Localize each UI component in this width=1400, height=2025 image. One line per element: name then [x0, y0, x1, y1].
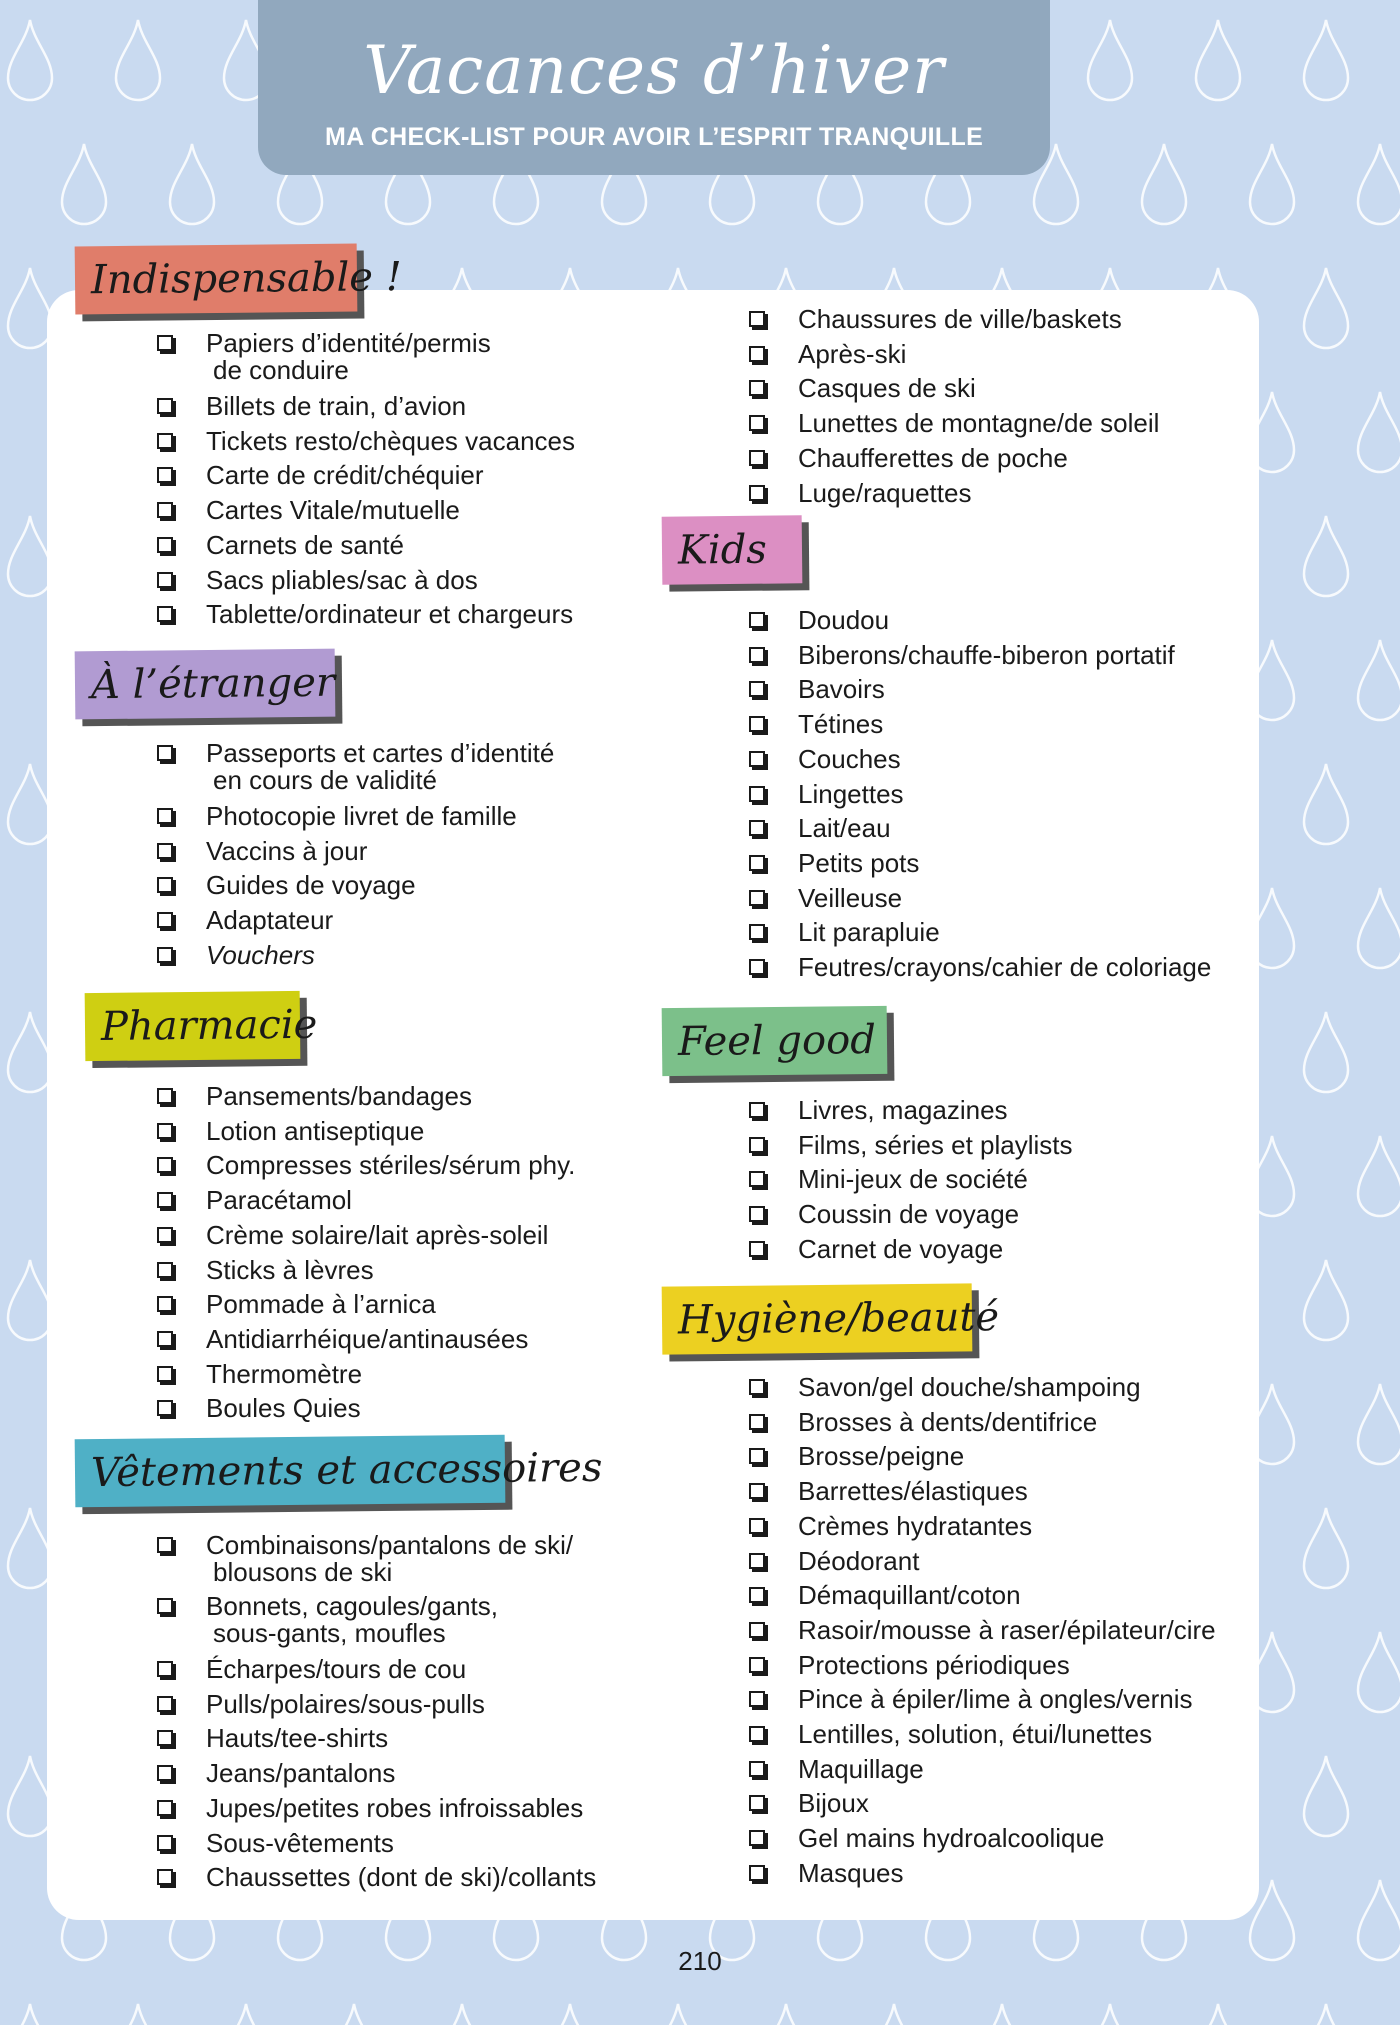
item-label: Veilleuse [798, 882, 903, 913]
check-item[interactable] [749, 1128, 1073, 1163]
raindrop-icon [8, 2004, 52, 2025]
item-label: Masques [798, 1857, 904, 1888]
item-label: Lingettes [798, 778, 904, 809]
item-label: Carnet de voyage [798, 1233, 1004, 1264]
checkbox-icon[interactable] [749, 1622, 765, 1638]
item-label: Maquillage [798, 1753, 924, 1784]
item-label: Mini-jeux de société [798, 1164, 1028, 1195]
item-label: Boules Quies [206, 1393, 361, 1424]
checkbox-icon[interactable] [749, 1379, 765, 1395]
check-item[interactable] [157, 424, 575, 459]
section-tag-vetements: Vêtements et accessoires [75, 1435, 506, 1507]
raindrop-icon [548, 2004, 592, 2025]
item-label: Chaufferettes de poche [798, 442, 1068, 473]
list-kids [749, 603, 1211, 985]
checkbox-icon[interactable] [749, 1206, 765, 1222]
item-label: Compresses stériles/sérum phy. [206, 1150, 576, 1181]
item-label: Tickets resto/chèques vacances [206, 425, 575, 456]
page-subtitle: MA CHECK-LIST POUR AVOIR L’ESPRIT TRANQUILLE [324, 123, 984, 151]
checkbox-icon[interactable] [749, 1865, 765, 1881]
checkbox-icon[interactable] [157, 606, 173, 622]
checkbox-icon[interactable] [157, 1835, 173, 1851]
raindrop-icon [1304, 1260, 1348, 1340]
item-label: Jupes/petites robes infroissables [206, 1792, 584, 1823]
checkbox-icon[interactable] [749, 346, 765, 362]
raindrop-icon [8, 1756, 52, 1836]
raindrop-icon [1196, 20, 1240, 100]
check-item[interactable] [157, 1148, 575, 1183]
item-label: Casques de ski [798, 373, 976, 404]
checkbox-icon[interactable] [157, 537, 173, 553]
check-item[interactable] [749, 406, 1159, 441]
check-item[interactable] [157, 1357, 575, 1392]
checkbox-icon[interactable] [749, 959, 765, 975]
check-item[interactable] [157, 1721, 596, 1756]
check-item[interactable] [157, 493, 575, 528]
item-label: Lunettes de montagne/de soleil [798, 408, 1160, 439]
raindrop-icon [440, 2004, 484, 2025]
check-item[interactable] [157, 563, 575, 598]
raindrop-icon [1304, 1756, 1348, 1836]
raindrop-icon [1358, 144, 1400, 224]
item-label: Gel mains hydroalcoolique [798, 1823, 1105, 1854]
check-item[interactable] [749, 1786, 1216, 1821]
item-label: Tétines [798, 709, 884, 740]
checkbox-icon[interactable] [749, 924, 765, 940]
check-item[interactable] [157, 1591, 596, 1652]
checkbox-icon[interactable] [749, 1795, 765, 1811]
check-item[interactable] [157, 1530, 596, 1591]
item-label: Pince à épiler/lime à ongles/vernis [798, 1684, 1193, 1715]
check-item[interactable] [749, 881, 1211, 916]
checkbox-icon[interactable] [157, 808, 173, 824]
item-label: Savon/gel douche/shampoing [798, 1372, 1141, 1402]
check-item[interactable] [749, 1856, 1216, 1891]
item-label: Lotion antiseptique [206, 1115, 425, 1146]
item-label: Vaccins à jour [206, 835, 368, 866]
check-item[interactable] [749, 1232, 1073, 1267]
item-label: Barrettes/élastiques [798, 1476, 1028, 1507]
item-label: Protections périodiques [798, 1649, 1070, 1680]
check-item[interactable] [157, 1791, 596, 1826]
check-item[interactable] [749, 707, 1211, 742]
item-label: Thermomètre [206, 1358, 363, 1389]
checkbox-icon[interactable] [749, 1726, 765, 1742]
page-number: 210 [678, 1946, 722, 1976]
raindrop-icon [656, 2004, 700, 2025]
checkbox-icon[interactable] [157, 1088, 173, 1104]
checkbox-icon[interactable] [157, 912, 173, 928]
check-item[interactable] [749, 1613, 1216, 1648]
item-label: Paracétamol [206, 1185, 352, 1216]
item-label: Démaquillant/coton [798, 1580, 1021, 1611]
checkbox-icon[interactable] [749, 1518, 765, 1534]
item-label: Guides de voyage [206, 870, 416, 901]
check-item[interactable] [157, 834, 554, 869]
page-title: Vacances d’hiver [363, 32, 945, 109]
raindrop-icon [116, 20, 160, 100]
checkbox-icon[interactable] [749, 890, 765, 906]
checkbox-icon[interactable] [157, 1331, 173, 1347]
raindrop-icon [332, 2004, 376, 2025]
item-label: Chaussures de ville/baskets [798, 304, 1122, 334]
list-hygiene [749, 1370, 1216, 1891]
checkbox-icon[interactable] [749, 1657, 765, 1673]
checkbox-icon[interactable] [749, 855, 765, 871]
item-label: Bavoirs [798, 674, 885, 705]
check-item[interactable] [157, 528, 575, 563]
checkbox-icon[interactable] [157, 877, 173, 893]
item-label: Écharpes/tours de cou [206, 1654, 467, 1684]
check-item[interactable] [157, 799, 554, 834]
checkbox-icon[interactable] [749, 612, 765, 628]
raindrop-icon [872, 2004, 916, 2025]
check-item[interactable] [749, 672, 1211, 707]
item-label: Crème solaire/lait après-soleil [206, 1219, 549, 1250]
checkbox-icon[interactable] [157, 1123, 173, 1139]
checkbox-icon[interactable] [157, 1192, 173, 1208]
section-tag-hygiene: Hygiène/beauté [662, 1283, 973, 1354]
item-label: sous-gants, moufles [213, 1618, 446, 1648]
item-label: Carte de crédit/chéquier [206, 460, 484, 491]
section-tag-pharmacie: Pharmacie [85, 991, 301, 1061]
checkbox-icon[interactable] [157, 1696, 173, 1712]
raindrop-icon [1358, 1136, 1400, 1216]
item-label: Carnets de santé [206, 529, 405, 560]
check-item[interactable] [157, 1114, 575, 1149]
checkbox-icon[interactable] [157, 572, 173, 588]
checkbox-icon[interactable] [157, 1800, 173, 1816]
checkbox-icon[interactable] [749, 311, 765, 327]
checkbox-icon[interactable] [749, 380, 765, 396]
checkbox-icon[interactable] [157, 1869, 173, 1885]
check-item[interactable] [749, 638, 1211, 673]
check-item[interactable] [749, 811, 1211, 846]
raindrop-icon [8, 1508, 52, 1588]
item-label: Tablette/ordinateur et chargeurs [206, 599, 574, 630]
checkbox-icon[interactable] [749, 1102, 765, 1118]
checkbox-icon[interactable] [749, 1587, 765, 1603]
check-item[interactable] [749, 846, 1211, 881]
check-item[interactable] [157, 1826, 596, 1861]
check-item[interactable] [749, 742, 1211, 777]
raindrop-icon [1088, 2004, 1132, 2025]
section-tag-etranger: À l’étranger [75, 649, 336, 720]
check-item[interactable] [749, 915, 1211, 950]
checkbox-icon[interactable] [157, 1400, 173, 1416]
raindrop-icon [1304, 20, 1348, 100]
item-label: Lit parapluie [798, 917, 940, 948]
item-label: Déodorant [798, 1545, 920, 1576]
check-item[interactable] [157, 1183, 575, 1218]
check-item[interactable] [749, 777, 1211, 812]
checkbox-icon[interactable] [157, 433, 173, 449]
check-item[interactable] [157, 1287, 575, 1322]
check-item[interactable] [749, 1648, 1216, 1683]
check-item[interactable] [749, 1509, 1216, 1544]
checkbox-icon[interactable] [157, 1537, 173, 1553]
checkbox-icon[interactable] [157, 745, 173, 761]
checkbox-icon[interactable] [749, 450, 765, 466]
item-label: Vouchers [206, 939, 315, 970]
check-item[interactable] [749, 603, 1211, 638]
checkbox-icon[interactable] [749, 751, 765, 767]
raindrop-icon [8, 764, 52, 844]
raindrop-icon [1304, 764, 1348, 844]
item-label: Biberons/chauffe-biberon portatif [798, 639, 1175, 670]
raindrop-icon [980, 2004, 1024, 2025]
check-item[interactable] [157, 903, 554, 938]
checkbox-icon[interactable] [157, 947, 173, 963]
item-label: Chaussettes (dont de ski)/collants [206, 1862, 597, 1893]
checkbox-icon[interactable] [157, 502, 173, 518]
item-label: Jeans/pantalons [206, 1758, 396, 1789]
check-item[interactable] [157, 1218, 575, 1253]
item-label: Crèmes hydratantes [798, 1510, 1033, 1541]
item-label: Lentilles, solution, étui/lunettes [798, 1719, 1153, 1750]
check-item[interactable] [157, 1652, 596, 1687]
checkbox-icon[interactable] [749, 485, 765, 501]
check-item[interactable] [157, 1322, 575, 1357]
item-label: Films, séries et playlists [798, 1129, 1073, 1160]
item-label: Couches [798, 743, 901, 774]
raindrop-icon [1304, 268, 1348, 348]
check-item[interactable] [749, 337, 1159, 372]
item-label: Lait/eau [798, 813, 891, 844]
check-item[interactable] [157, 1756, 596, 1791]
checkbox-icon[interactable] [157, 335, 173, 351]
checkbox-icon[interactable] [749, 681, 765, 697]
item-label: Coussin de voyage [798, 1199, 1020, 1230]
checkbox-icon[interactable] [749, 1414, 765, 1430]
list-indispensable [157, 328, 575, 632]
checkbox-icon[interactable] [157, 1730, 173, 1746]
checkbox-icon[interactable] [157, 1366, 173, 1382]
raindrop-icon [8, 1260, 52, 1340]
item-label: Feutres/crayons/cahier de coloriage [798, 952, 1212, 983]
check-item[interactable] [749, 371, 1159, 406]
item-label: Billets de train, d’avion [206, 391, 467, 421]
item-label: Bijoux [798, 1788, 869, 1819]
check-item[interactable] [157, 328, 575, 389]
raindrop-icon [1304, 1508, 1348, 1588]
item-label: Brosses à dents/dentifrice [798, 1406, 1098, 1437]
check-item[interactable] [749, 1439, 1216, 1474]
check-item[interactable] [749, 1578, 1216, 1613]
item-label: Rasoir/mousse à raser/épilateur/cire [798, 1614, 1216, 1645]
raindrop-icon [1142, 144, 1186, 224]
raindrop-icon [170, 144, 214, 224]
item-label: Brosse/peigne [798, 1441, 965, 1472]
check-item[interactable] [157, 597, 575, 632]
check-item[interactable] [157, 938, 554, 973]
check-item[interactable] [749, 1752, 1216, 1787]
raindrop-icon [1250, 144, 1294, 224]
check-item[interactable] [749, 1717, 1216, 1752]
check-item[interactable] [749, 1821, 1216, 1856]
raindrop-icon [8, 20, 52, 100]
item-label: Sacs pliables/sac à dos [206, 564, 478, 595]
checkbox-icon[interactable] [157, 843, 173, 859]
check-item[interactable] [157, 1391, 575, 1426]
item-label: Petits pots [798, 847, 920, 878]
check-item[interactable] [157, 1687, 596, 1722]
checkbox-icon[interactable] [157, 1296, 173, 1312]
check-item[interactable] [749, 441, 1159, 476]
check-item[interactable] [749, 476, 1159, 511]
check-item[interactable] [749, 1162, 1073, 1197]
item-label: Passeports et cartes d’identité [206, 738, 555, 768]
item-label: Sous-vêtements [206, 1827, 394, 1858]
check-item[interactable] [157, 868, 554, 903]
checkbox-icon[interactable] [749, 1241, 765, 1257]
raindrop-icon [1304, 1012, 1348, 1092]
list-equipement [749, 302, 1159, 510]
section-tag-kids: Kids [662, 515, 803, 584]
item-label: Antidiarrhéique/antinausées [206, 1323, 529, 1354]
item-label: Sticks à lèvres [206, 1254, 374, 1285]
list-feel-good [749, 1093, 1073, 1267]
checkbox-icon[interactable] [749, 647, 765, 663]
check-item[interactable] [749, 1197, 1073, 1232]
checkbox-icon[interactable] [749, 1448, 765, 1464]
section-tag-feel-good: Feel good [662, 1006, 888, 1076]
check-item[interactable] [157, 1253, 575, 1288]
item-label: Doudou [798, 605, 890, 635]
checkbox-icon[interactable] [749, 1137, 765, 1153]
raindrop-icon [1358, 1384, 1400, 1464]
check-item[interactable] [157, 1860, 596, 1895]
checkbox-icon[interactable] [749, 1691, 765, 1707]
item-label: Bonnets, cagoules/gants, [206, 1591, 498, 1621]
checkbox-icon[interactable] [749, 1553, 765, 1569]
checkbox-icon[interactable] [749, 820, 765, 836]
checkbox-icon[interactable] [157, 1661, 173, 1677]
raindrop-icon [1358, 888, 1400, 968]
checkbox-icon[interactable] [157, 1157, 173, 1173]
checkbox-icon[interactable] [157, 1227, 173, 1243]
item-label: Luge/raquettes [798, 477, 972, 508]
checkbox-icon[interactable] [749, 716, 765, 732]
raindrop-icon [1358, 640, 1400, 720]
raindrop-icon [1358, 392, 1400, 472]
item-label: en cours de validité [213, 765, 438, 795]
list-etranger [157, 738, 554, 973]
checkbox-icon[interactable] [749, 415, 765, 431]
item-label: Combinaisons/pantalons de ski/ [206, 1530, 574, 1560]
checkbox-icon[interactable] [157, 1765, 173, 1781]
check-item[interactable] [157, 458, 575, 493]
item-label: Livres, magazines [798, 1095, 1008, 1125]
checkbox-icon[interactable] [749, 1830, 765, 1846]
raindrop-icon [1196, 2004, 1240, 2025]
check-item[interactable] [749, 1405, 1216, 1440]
item-label: Papiers d’identité/permis [206, 328, 491, 358]
checkbox-icon[interactable] [157, 1262, 173, 1278]
check-item[interactable] [749, 302, 1159, 337]
check-item[interactable] [157, 389, 575, 424]
item-label: Photocopie livret de famille [206, 801, 517, 831]
check-item[interactable] [749, 1474, 1216, 1509]
raindrop-icon [8, 516, 52, 596]
raindrop-icon [1304, 2004, 1348, 2025]
raindrop-icon [1304, 516, 1348, 596]
raindrop-icon [1358, 1632, 1400, 1712]
item-label: Après-ski [798, 338, 907, 369]
raindrop-icon [8, 1012, 52, 1092]
item-label: Adaptateur [206, 905, 334, 936]
check-item[interactable] [157, 738, 554, 799]
checkbox-icon[interactable] [749, 786, 765, 802]
item-label: Cartes Vitale/mutuelle [206, 495, 460, 526]
page-header [258, 0, 1050, 175]
item-label: Pansements/bandages [206, 1081, 472, 1111]
checkbox-icon[interactable] [749, 1483, 765, 1499]
item-label: blousons de ski [213, 1557, 393, 1587]
checkbox-icon[interactable] [749, 1171, 765, 1187]
check-item[interactable] [749, 1093, 1073, 1128]
checkbox-icon[interactable] [749, 1761, 765, 1777]
item-label: Pommade à l’arnica [206, 1289, 436, 1320]
section-tag-indispensable: Indispensable ! [75, 244, 358, 315]
check-item[interactable] [749, 1544, 1216, 1579]
raindrop-icon [1088, 20, 1132, 100]
list-pharmacie [157, 1079, 575, 1426]
checkbox-icon[interactable] [157, 467, 173, 483]
item-label: de conduire [213, 355, 349, 385]
checkbox-icon[interactable] [157, 398, 173, 414]
item-label: Hauts/tee-shirts [206, 1723, 389, 1754]
raindrop-icon [224, 2004, 268, 2025]
raindrop-icon [764, 2004, 808, 2025]
item-label: Pulls/polaires/sous-pulls [206, 1688, 485, 1719]
raindrop-icon [62, 144, 106, 224]
check-item[interactable] [749, 1370, 1216, 1405]
check-item[interactable] [749, 950, 1211, 985]
checkbox-icon[interactable] [157, 1598, 173, 1614]
check-item[interactable] [157, 1079, 575, 1114]
check-item[interactable] [749, 1682, 1216, 1717]
list-vetements [157, 1530, 596, 1895]
raindrop-icon [8, 268, 52, 348]
raindrop-icon [116, 2004, 160, 2025]
